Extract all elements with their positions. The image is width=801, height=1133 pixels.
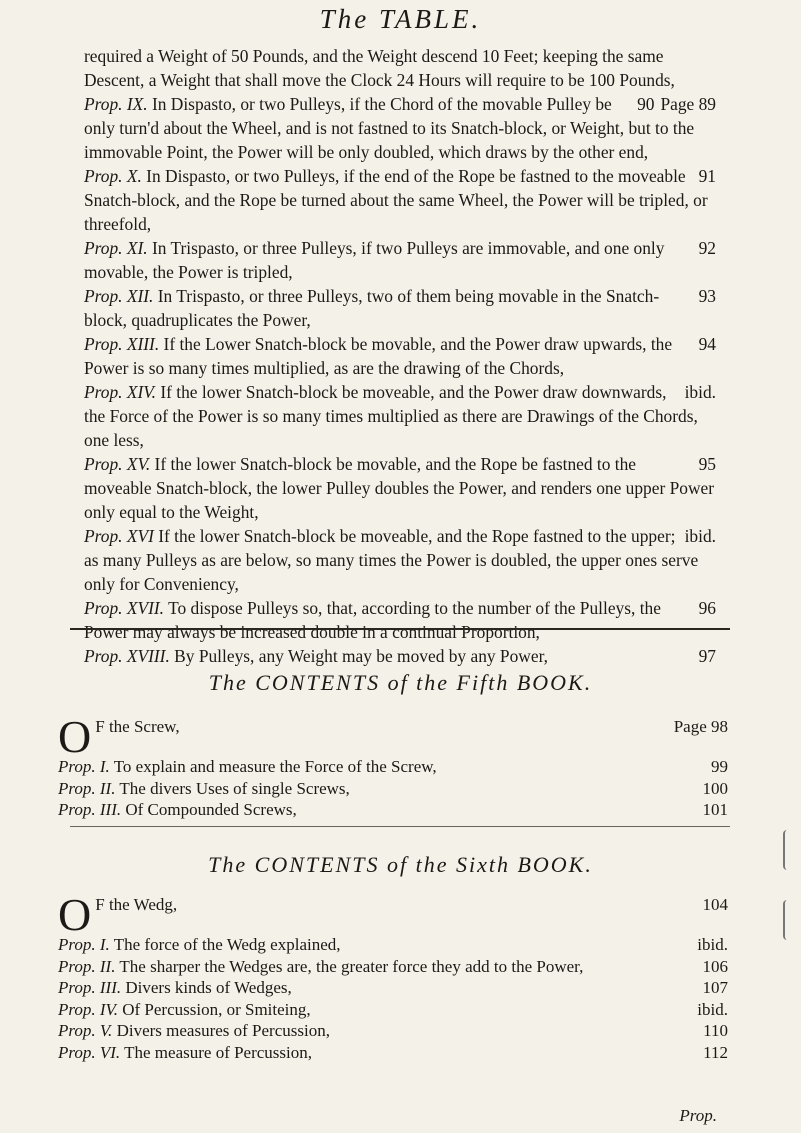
entry-label: Prop. XI. [84,238,148,258]
contents-text: Divers kinds of Wedges, [125,978,292,997]
contents-row [58,977,728,999]
contents-text: The measure of Percussion, [124,1042,313,1062]
entry-label: Prop. XVII. [84,598,165,618]
contents-text: The sharper the Wedges are, the greater force they add to the Power, [119,956,584,976]
entry-page: 93 [698,286,716,306]
contents-text: Divers measures of Percussion, [116,1021,330,1040]
contents-page: 107 [702,978,728,997]
entry-prop-xii [84,284,716,332]
entry-text: If the lower Snatch-block be moveable, and the Power draw downwards, the Force of the Power is so many times multiplied as there are Drawings of the Chords, one less, [84,382,698,450]
contents-label: Prop. I. [58,935,110,954]
section-divider [70,628,730,630]
catchword: Prop. [679,1106,717,1125]
entry-page: 91 [698,166,716,186]
entry-prop-x [84,164,716,236]
contents-label: Prop. V. [58,1021,113,1040]
entry-text: In Dispasto, or two Pulleys, if the Chord of the movable Pulley be only turn'd about the Wheel, and is not fastned to its Snatch-block, or Weight, but to the immovable Point, the Power will be only doubled, which draws by the other end, [84,94,695,162]
entry-prop-xiv [84,380,716,452]
entry-label: Prop. XII. [84,286,154,306]
entry-page: 95 [698,454,716,474]
contents-row [58,889,728,940]
contents-row [58,711,728,762]
contents-text: F the Screw, [95,717,180,736]
entry-text: If the lower Snatch-block be movable, and the Rope be fastned to the moveable Snatch-block, the lower Pulley doubles the Power, and renders one upper Power only equal to the Weight, [84,454,715,522]
contents-text: The divers Uses of single Screws, [119,778,350,798]
entry-page: 94 [698,334,716,354]
entry-page: 97 [698,646,716,666]
entry-label: Prop. XVIII. [84,646,170,666]
contents-row [58,1020,728,1042]
contents-row [58,778,728,800]
page-edge-mark [783,900,791,940]
entry-page: ibid. [684,526,716,546]
entry-label: Prop. XIV. [84,382,156,402]
contents-text: To explain and measure the Force of the Screw, [113,757,437,776]
contents-text: Of Percussion, or Smiteing, [122,999,311,1019]
contents-page: 104 [702,895,728,914]
page-edge-mark [783,830,791,870]
contents-label: Prop. IV. [58,999,118,1019]
entry-label: Prop. XVI [84,526,154,546]
entry-page: 90 [637,94,655,114]
sixth-book-contents [58,889,728,1063]
entry-prop-ix [84,92,716,164]
running-head: The TABLE. [319,4,482,34]
entry-prop-xv [84,452,716,524]
contents-label: Prop. II. [58,778,116,798]
contents-label: Prop. VI. [58,1042,121,1062]
entry-label: Prop. X. [84,166,142,186]
entry-text: If the Lower Snatch-block be movable, and the Power draw upwards, the Power is so many times multiplied, as are the drawing of the Chords, [84,334,673,378]
contents-text: The force of the Wedg explained, [113,935,341,954]
entry-page: ibid. [684,382,716,402]
contents-text: F the Wedg, [95,895,178,914]
entry-text: By Pulleys, any Weight may be moved by any Power, [174,646,549,666]
entry-text: To dispose Pulleys so, that, according to the number of the Pulleys, the Power may always be increased double in a continual Proportion, [84,598,661,642]
fifth-book-contents [58,711,728,821]
entry-text: In Dispasto, or two Pulleys, if the end of the Rope be fastned to the moveable Snatch-block, and the Rope be turned about the same Wheel, the Power will be tripled, or threefold, [84,166,708,234]
sixth-book-title: The CONTENTS of the Sixth BOOK. [208,852,593,877]
section-divider [70,826,730,827]
contents-page: 106 [702,956,728,976]
drop-capital: O [58,889,92,940]
entry-text: required a Weight of 50 Pounds, and the Weight descend 10 Feet; keeping the same Descent, a Weight that shall move the Clock 24 Hours will require to be 100 Pounds, [84,46,675,90]
contents-row [58,999,728,1021]
entry-text: In Trispasto, or three Pulleys, if two Pulleys are immovable, and one only movable, the Power is tripled, [84,238,665,282]
contents-page: ibid. [697,935,728,954]
entry-prop-xi [84,236,716,284]
contents-row [58,1042,728,1064]
contents-row [58,756,728,778]
entry-label: Prop. XV. [84,454,151,474]
contents-row [58,956,728,978]
fifth-book-title: The CONTENTS of the Fifth BOOK. [208,670,593,695]
entry-text: If the lower Snatch-block be moveable, and the Rope fastned to the upper; as many Pulleys as are below, so many times the Power is doubled, the upper ones serve only for Conveniency, [84,526,699,594]
contents-page: Page 98 [673,717,728,736]
entry-prop-xvii [84,596,716,644]
contents-row [58,799,728,821]
entry-page: Page 89 [660,94,716,114]
contents-label: Prop. III. [58,800,122,819]
contents-page: 112 [703,1042,728,1062]
contents-page: 99 [711,757,728,776]
entry-page: 96 [698,598,716,618]
contents-text: Of Compounded Screws, [125,800,297,819]
contents-page: 101 [702,800,728,819]
contents-label: Prop. III. [58,978,122,997]
entry-label: Prop. IX. [84,94,148,114]
entry-page: 92 [698,238,716,258]
entry-text: In Trispasto, or three Pulleys, two of them being movable in the Snatch-block, quadruplicates the Power, [84,286,660,330]
contents-label: Prop. I. [58,757,110,776]
table-entries [84,44,716,668]
entry-prop-xvi [84,524,716,596]
entry-prop-xiii [84,332,716,380]
contents-row [58,934,728,956]
contents-page: 110 [703,1021,728,1040]
contents-page: 100 [702,778,728,798]
entry-prop-xviii [84,644,716,668]
entry-label: Prop. XIII. [84,334,160,354]
drop-capital: O [58,711,92,762]
contents-label: Prop. II. [58,956,116,976]
contents-page: ibid. [697,999,728,1019]
